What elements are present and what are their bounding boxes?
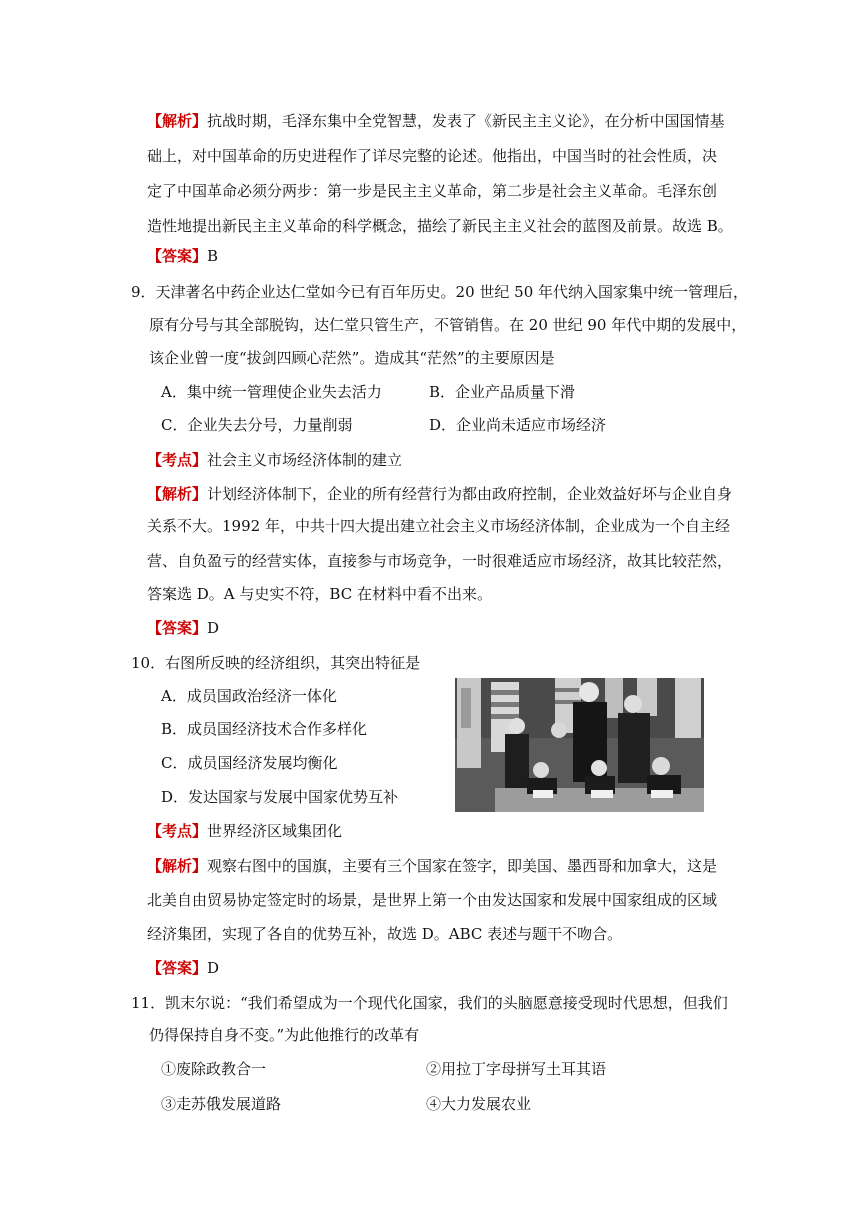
q8-answer-tag: 【答案】 [147,247,208,265]
q10-option-d: D．发达国家与发展中国家优势互补 [161,788,399,806]
q9-analysis-line-3: 营、自负盈亏的经营实体，直接参与市场竞争，一时很难适应市场经济，故其比较茫然， [147,552,733,570]
q10-option-a: A．成员国政治经济一体化 [161,687,337,705]
q10-option-b: B．成员国经济技术合作多样化 [161,720,368,738]
q9-answer-tag: 【答案】 [147,619,208,637]
q8-analysis-line-1: 【解析】抗战时期，毛泽东集中全党智慧，发表了《新民主主义论》，在分析中国国情基 [147,112,725,130]
q10-point-tag: 【考点】 [147,822,208,840]
q9-option-c: C．企业失去分号，力量削弱 [161,416,353,434]
q8-analysis-line-4: 造性地提出新民主主义革命的科学概念，描绘了新民主主义社会的蓝图及前景。故选 B。 [147,217,733,235]
q9-analysis-tag: 【解析】 [147,485,208,503]
q9-analysis-line-4: 答案选 D。A 与史实不符，BC 在材料中看不出来。 [147,585,492,603]
q9-analysis-line-1: 【解析】计划经济体制下，企业的所有经营行为都由政府控制，企业效益好坏与企业自身 [147,485,733,503]
q9-analysis-line-2: 关系不大。1992 年，中共十四大提出建立社会主义市场经济体制，企业成为一个自主经 [147,517,730,535]
q9-option-a: A．集中统一管理使企业失去活力 [161,383,382,401]
q8-analysis-line-3: 定了中国革命必须分两步：第一步是民主主义革命，第二步是社会主义革命。毛泽东创 [147,182,718,200]
q8-answer-value: B [207,247,219,265]
q10-analysis-line-3: 经济集团，实现了各自的优势互补，故选 D。ABC 表述与题干不吻合。 [147,925,623,943]
q10-answer-tag: 【答案】 [147,959,208,977]
q9-point-tag: 【考点】 [147,451,208,469]
q9-option-d: D．企业尚未适应市场经济 [429,416,607,434]
q10-stem: 10．右图所反映的经济组织，其突出特征是 [131,654,421,672]
q10-analysis-tag: 【解析】 [147,857,208,875]
q9-answer [147,618,219,638]
q10-analysis-line-1: 【解析】观察右图中的国旗，主要有三个国家在签字，即美国、墨西哥和加拿大，这是 [147,857,718,875]
q11-item-4: ④大力发展农业 [426,1095,532,1113]
q10-answer [147,958,219,978]
q8-analysis-line-2: 础上，对中国革命的历史进程作了详尽完整的论述。他指出，中国当时的社会性质，决 [147,147,718,165]
q8-answer [147,246,218,266]
signing-ceremony-photo [455,678,704,812]
q9-stem-line-3: 该企业曾一度“拔剑四顾心茫然”。造成其“茫然”的主要原因是 [149,349,555,367]
q10-analysis-line-2: 北美自由贸易协定签定时的场景，是世界上第一个由发达国家和发展中国家组成的区域 [147,891,718,909]
q10-answer-value: D [207,959,220,977]
q9-stem-line-1: 9．天津著名中药企业达仁堂如今已有百年历史。20 世纪 50 年代纳入国家集中统一管理后， [131,283,749,301]
q9-point: 【考点】社会主义市场经济体制的建立 [147,451,403,469]
q9-option-b: B．企业产品质量下滑 [429,383,576,401]
q11-stem-line-2: 仍得保持自身不变。”为此他推行的改革有 [149,1026,420,1044]
q9-stem-line-2: 原有分号与其全部脱钩，达仁堂只管生产，不管销售。在 20 世纪 90 年代中期的发展中， [149,316,747,334]
q11-item-2: ②用拉丁字母拼写土耳其语 [426,1060,607,1078]
q10-option-c: C．成员国经济发展均衡化 [161,754,338,772]
q9-answer-value: D [207,619,220,637]
q10-point: 【考点】世界经济区域集团化 [147,822,343,840]
q11-stem-line-1: 11．凯末尔说：“我们希望成为一个现代化国家，我们的头脑愿意接受现时代思想，但我们 [131,994,728,1012]
q11-item-3: ③走苏俄发展道路 [161,1095,282,1113]
q11-item-1: ①废除政教合一 [161,1060,267,1078]
q8-analysis-tag: 【解析】 [147,112,208,130]
